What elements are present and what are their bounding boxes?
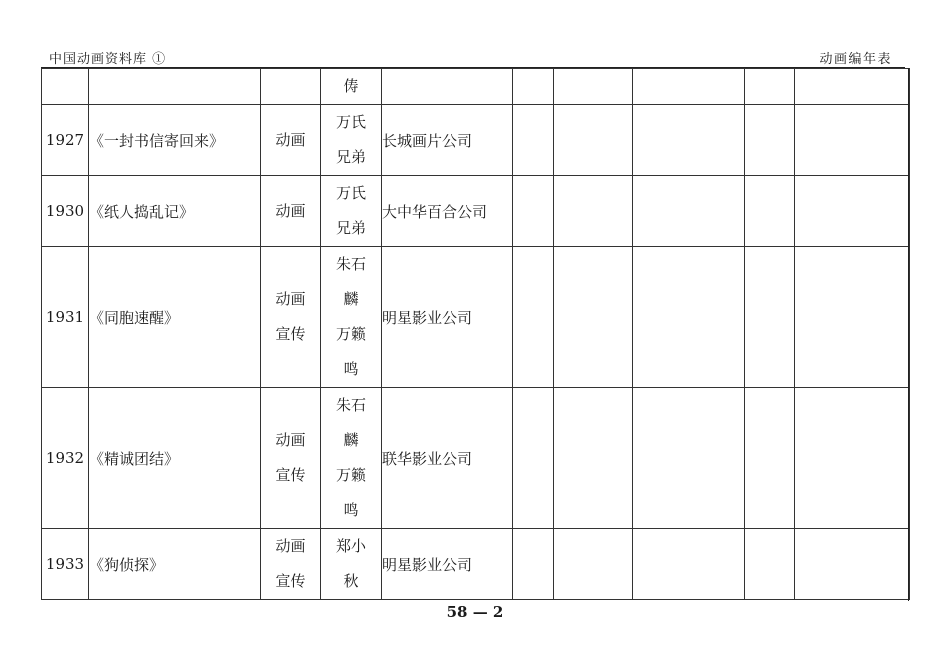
creator-line: 朱石 [335,396,366,414]
blank-cell [513,69,554,105]
creator-line: 麟 [343,290,359,308]
blank-cell [795,69,910,105]
header-left: 中国动画资料库 ① [49,52,167,67]
creator-line: 万氏 [335,184,366,202]
type-line: 宣传 [275,325,306,343]
blank-cell [795,176,910,247]
creator-line: 万籁 [335,325,366,343]
studio-cell [382,69,513,105]
creator-line: 万籁 [335,466,366,484]
blank-cell [554,388,633,529]
table-row [42,247,910,388]
type-cell [261,69,321,105]
creator-cell [321,247,382,388]
title-cell [89,69,261,105]
creator-cell [321,69,382,105]
chronology-table [41,68,910,600]
table-right-edge [908,68,909,601]
creator-cell [321,388,382,529]
type-cell [261,105,321,176]
year-cell: 1927 [42,105,89,176]
blank-cell [745,69,795,105]
table-body [42,69,910,600]
type-line: 宣传 [275,466,306,484]
blank-cell [513,529,554,600]
blank-cell [633,105,745,176]
creator-line: 兄弟 [335,148,366,166]
type-line: 动画 [275,290,306,308]
blank-cell [513,176,554,247]
type-line: 动画 [275,537,306,555]
blank-cell [745,247,795,388]
creator-cell [321,529,382,600]
year-cell: 1933 [42,529,89,600]
creator-line: 朱石 [335,255,366,273]
creator-line: 万氏 [335,113,366,131]
blank-cell [745,105,795,176]
table-row-continued [42,69,910,105]
type-line: 宣传 [275,572,306,590]
studio-cell: 明星影业公司 [382,529,513,600]
blank-cell [633,247,745,388]
creator-line: 郑小 [335,537,366,555]
blank-cell [795,105,910,176]
creator-line: 兄弟 [335,219,366,237]
title-cell: 《狗侦探》 [89,529,261,600]
blank-cell [745,529,795,600]
year-cell: 1931 [42,247,89,388]
creator-line: 鸣 [343,360,359,378]
blank-cell [633,529,745,600]
year-cell: 1932 [42,388,89,529]
blank-cell [554,105,633,176]
title-cell: 《纸人捣乱记》 [89,176,261,247]
blank-cell [554,69,633,105]
title-cell: 《一封书信寄回来》 [89,105,261,176]
type-cell [261,388,321,529]
blank-cell [554,247,633,388]
type-cell [261,176,321,247]
table-row [42,529,910,600]
table-row [42,388,910,529]
creator-line: 鸣 [343,501,359,519]
page-number: 58 — 2 [446,603,504,621]
blank-cell [513,388,554,529]
title-cell: 《精诚团结》 [89,388,261,529]
creator-line: 秋 [343,572,359,590]
creator-cell [321,176,382,247]
studio-cell: 明星影业公司 [382,247,513,388]
blank-cell [795,247,910,388]
blank-cell [513,105,554,176]
table-row [42,105,910,176]
blank-cell [633,69,745,105]
year-cell [42,69,89,105]
year-cell: 1930 [42,176,89,247]
creator-line: 俦 [343,77,359,95]
studio-cell: 长城画片公司 [382,105,513,176]
header-right: 动画编年表 [819,52,892,67]
type-line: 动画 [275,201,306,220]
blank-cell [513,247,554,388]
blank-cell [745,388,795,529]
type-line: 动画 [275,130,306,149]
creator-line: 麟 [343,431,359,449]
studio-cell: 联华影业公司 [382,388,513,529]
blank-cell [554,529,633,600]
title-cell: 《同胞速醒》 [89,247,261,388]
blank-cell [633,176,745,247]
blank-cell [795,388,910,529]
blank-cell [745,176,795,247]
type-cell [261,247,321,388]
type-line: 动画 [275,431,306,449]
blank-cell [633,388,745,529]
type-cell [261,529,321,600]
blank-cell [795,529,910,600]
table-row [42,176,910,247]
studio-cell: 大中华百合公司 [382,176,513,247]
creator-cell [321,105,382,176]
blank-cell [554,176,633,247]
